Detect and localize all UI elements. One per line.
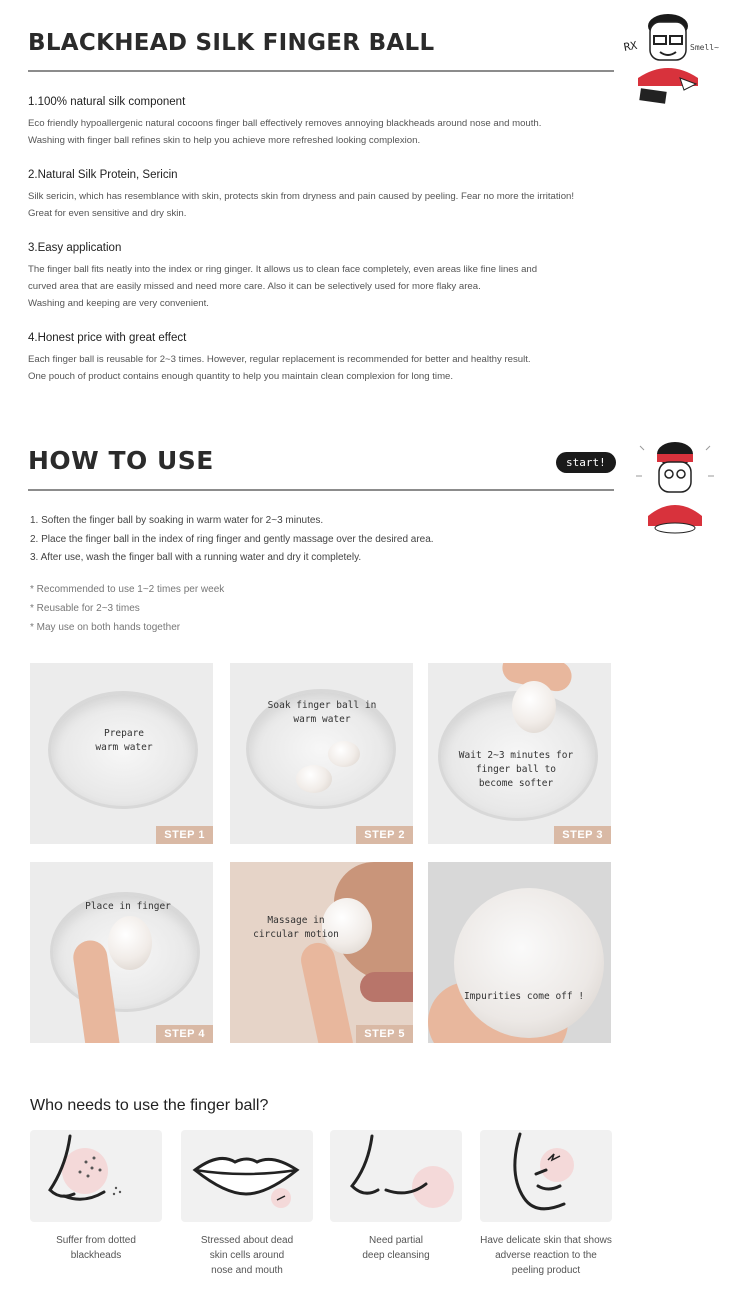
feature-body: Silk sericin, which has resemblance with skin, protects skin from dryness and pain caused by peeling. Fear no more the irritation! Great for even sensitive and dry skin. — [28, 191, 575, 219]
step-badge: STEP 1 — [156, 826, 213, 844]
feature-item — [28, 96, 628, 149]
who-label: Need partial deep cleansing — [362, 1235, 430, 1261]
step-line: 1. Soften the finger ball by soaking in warm water for 2~3 minutes. — [30, 515, 324, 526]
nose-profile-icon — [330, 1130, 462, 1222]
step-badge: STEP 3 — [554, 826, 611, 844]
feature-body: The finger ball fits neatly into the index or ring ginger. It allows us to clean face completely, even areas like fine lines and curved area that are easily missed and need more care. Also it can be selectively used for more flaky area. Washing and keeping are very convenient. — [28, 264, 538, 309]
who-label: Suffer from dotted blackheads — [56, 1235, 136, 1261]
step-line: 3. After use, wash the finger ball with a running water and dry it completely. — [30, 552, 362, 563]
step-badge: STEP 2 — [356, 826, 413, 844]
step-badge: STEP 5 — [356, 1025, 413, 1043]
mascot-cap-text: RX — [622, 38, 639, 54]
feature-item — [28, 242, 628, 312]
who-card-blackheads — [30, 1130, 162, 1222]
how-to-use-title: HOW TO USE — [28, 446, 214, 475]
nose-blackhead-icon — [30, 1130, 162, 1222]
mascot-speech: Smell~ — [690, 43, 719, 52]
step-photo-6 — [428, 862, 611, 1043]
finger-ball — [328, 741, 360, 767]
lips — [360, 972, 413, 1002]
who-label: Have delicate skin that shows adverse reaction to the peeling product — [480, 1235, 612, 1276]
steps-list — [30, 512, 630, 568]
face-irritation-icon — [480, 1130, 612, 1222]
step-badge: STEP 4 — [156, 1025, 213, 1043]
photo-caption: Soak finger ball in warm water — [267, 700, 377, 725]
finger-ball — [296, 765, 332, 793]
who-label: Stressed about dead skin cells around nose and mouth — [200, 1235, 294, 1276]
note-line: * Recommended to use 1~2 times per week — [30, 584, 225, 595]
mascot-glasses-icon — [620, 8, 740, 108]
photo-caption: Massage in circular motion — [253, 915, 339, 940]
start-bubble: start! — [556, 452, 616, 473]
note-line: * Reusable for 2~3 times — [30, 603, 140, 614]
photo-caption: Place in finger — [85, 901, 171, 912]
note-line: * May use on both hands together — [30, 622, 181, 633]
photo-caption: Impurities come off ! — [463, 991, 585, 1002]
step-photo-1 — [30, 663, 213, 844]
who-card-delicate — [480, 1130, 612, 1222]
photo-caption: Wait 2~3 minutes for finger ball to become softer — [458, 750, 574, 789]
how-to-use-divider — [28, 489, 614, 491]
finger-ball — [108, 916, 152, 970]
step-photo-4 — [30, 862, 213, 1043]
feature-heading: 3.Easy application — [28, 242, 122, 254]
feature-heading: 2.Natural Silk Protein, Sericin — [28, 169, 178, 181]
feature-body: Each finger ball is reusable for 2~3 times. However, regular replacement is recommended for better and healthy result. One pouch of product contains enough quantity to help you maintain clean complexion for long time. — [28, 354, 531, 382]
step-photo-3 — [428, 663, 611, 844]
feature-body: Eco friendly hypoallergenic natural cocoons finger ball effectively removes annoying blackheads around nose and mouth. Washing with finger ball refines skin to help you achieve more refreshed looking complexion. — [28, 118, 542, 146]
notes-list — [30, 580, 224, 637]
who-card-lips — [181, 1130, 313, 1222]
step-photo-2 — [230, 663, 413, 844]
photo-caption: Prepare warm water — [95, 728, 153, 753]
lips-icon — [181, 1130, 313, 1222]
features-list — [28, 96, 628, 405]
mascot-headband-icon — [630, 436, 720, 540]
finger-ball — [512, 681, 556, 733]
page-title: BLACKHEAD SILK FINGER BALL — [28, 30, 435, 56]
feature-item — [28, 332, 628, 385]
who-card-partial — [330, 1130, 462, 1222]
feature-heading: 1.100% natural silk component — [28, 96, 186, 108]
feature-heading: 4.Honest price with great effect — [28, 332, 187, 344]
step-photo-5 — [230, 862, 413, 1043]
title-divider — [28, 70, 614, 72]
who-needs-title: Who needs to use the finger ball? — [30, 1097, 269, 1114]
finger-ball-closeup — [454, 888, 604, 1038]
feature-item — [28, 169, 628, 222]
step-line: 2. Place the finger ball in the index of ring finger and gently massage over the desired area. — [30, 533, 434, 545]
